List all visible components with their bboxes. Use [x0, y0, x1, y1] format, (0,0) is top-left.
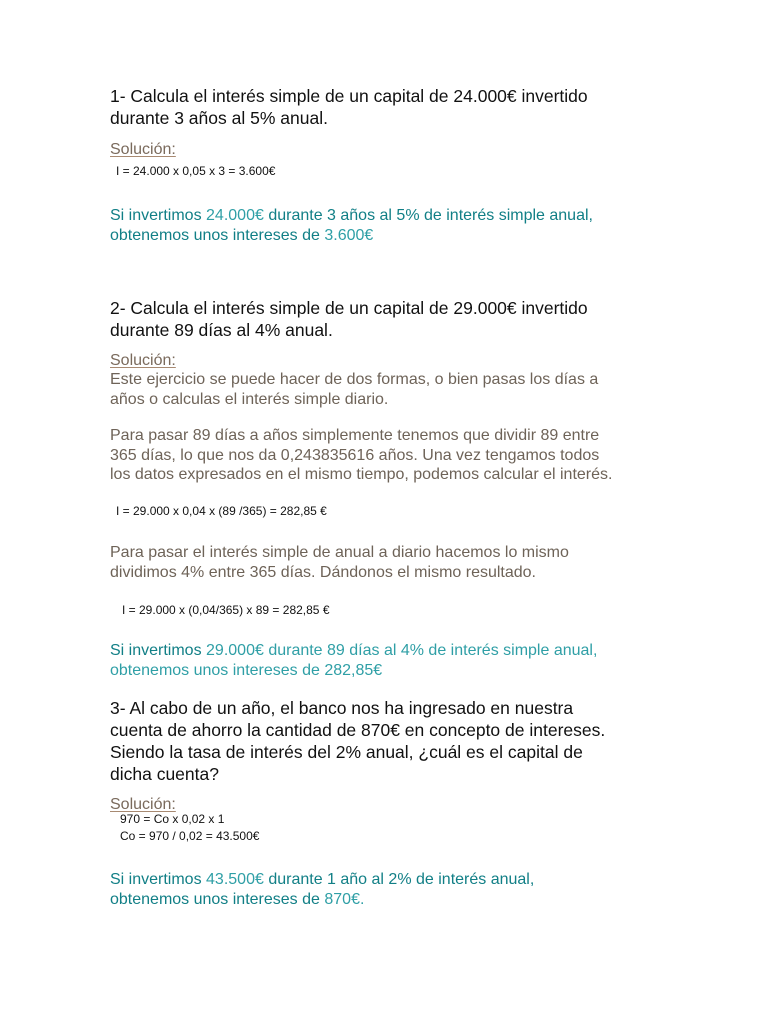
- problem2-explanation2: [110, 426, 612, 485]
- problem3-question-line4: dicha cuenta?: [110, 764, 219, 784]
- problem1-question: [110, 85, 588, 129]
- problem2-explanation1-line1: Este ejercicio se puede hacer de dos formas, o bien pasas los días a: [110, 371, 599, 388]
- problem2-explanation3-line2: dividimos 4% entre 365 días. Dándonos el mismo resultado.: [110, 563, 536, 581]
- problem3-answer-l1c: durante 1 año al 2% de interés anual,: [268, 871, 535, 888]
- problem2-explanation3: [110, 543, 569, 582]
- problem2-question: [110, 297, 588, 341]
- problem1-answer-amount: 24.000€: [206, 207, 264, 224]
- problem1-answer-l1a: Si invertimos: [110, 207, 202, 224]
- problem2-question-line2: durante 89 días al 4% anual.: [110, 320, 333, 340]
- problem2-answer-l1a: Si invertimos: [110, 642, 202, 659]
- problem3-answer-l1a: Si invertimos: [110, 871, 202, 888]
- problem2-formula1: I = 29.000 x 0,04 x (89 /365) = 282,85 €: [116, 504, 327, 518]
- problem1-answer-l1c: durante 3 años al 5% de interés simple anual,: [268, 207, 593, 224]
- problem2-explanation1-line2: años o calculas el interés simple diario.: [110, 390, 389, 408]
- problem3-formula-line2: Co = 970 / 0,02 = 43.500€: [120, 829, 260, 843]
- problem2-answer-l2: obtenemos unos intereses de 282,85€: [110, 662, 383, 679]
- problem3-question: [110, 697, 605, 785]
- problem1-question-line1: 1- Calcula el interés simple de un capital de 24.000€ invertido: [110, 86, 588, 106]
- problem3-answer: [110, 870, 534, 910]
- problem3-question-line3: Siendo la tasa de interés del 2% anual, ¿cuál es el capital de: [110, 742, 583, 762]
- problem2-explanation2-line1: Para pasar 89 días a años simplemente tenemos que dividir 89 entre: [110, 427, 600, 444]
- problem2-formula2: I = 29.000 x (0,04/365) x 89 = 282,85 €: [122, 603, 330, 617]
- problem2-explanation2-line3: los datos expresados en el mismo tiempo, podemos calcular el interés.: [110, 466, 613, 483]
- problem3-question-line2: cuenta de ahorro la cantidad de 870€ en concepto de intereses.: [110, 720, 606, 740]
- problem2-explanation2-line2: 365 días, lo que nos da 0,243835616 años. Una vez tengamos todos: [110, 446, 600, 464]
- problem2-answer: [110, 641, 597, 681]
- problem3-answer-amount: 43.500€: [206, 871, 264, 888]
- problem3-answer-interest: 870€.: [324, 891, 365, 908]
- problem2-solution-label: Solución:: [110, 352, 176, 369]
- problem1-answer-interest: 3.600€: [324, 227, 374, 244]
- problem3-formula: [120, 811, 259, 845]
- problem2-answer-l1b: 29.000€ durante 89 días al 4% de interés simple anual,: [206, 642, 598, 659]
- problem3-answer-l2a: obtenemos unos intereses de: [110, 891, 320, 908]
- problem3-question-line1: 3- Al cabo de un año, el banco nos ha ingresado en nuestra: [110, 698, 574, 718]
- problem3-solution-label: Solución:: [110, 796, 176, 813]
- problem1-solution-label: Solución:: [110, 141, 176, 158]
- problem1-question-line2: durante 3 años al 5% anual.: [110, 108, 328, 128]
- problem3-formula-line1: 970 = Co x 0,02 x 1: [120, 812, 225, 826]
- problem2-explanation1: [110, 370, 598, 409]
- problem2-question-line1: 2- Calcula el interés simple de un capital de 29.000€ invertido: [110, 298, 588, 318]
- problem2-explanation3-line1: Para pasar el interés simple de anual a diario hacemos lo mismo: [110, 544, 569, 561]
- problem1-answer-l2a: obtenemos unos intereses de: [110, 227, 320, 244]
- problem1-answer: [110, 206, 593, 246]
- problem1-formula: I = 24.000 x 0,05 x 3 = 3.600€: [116, 164, 276, 178]
